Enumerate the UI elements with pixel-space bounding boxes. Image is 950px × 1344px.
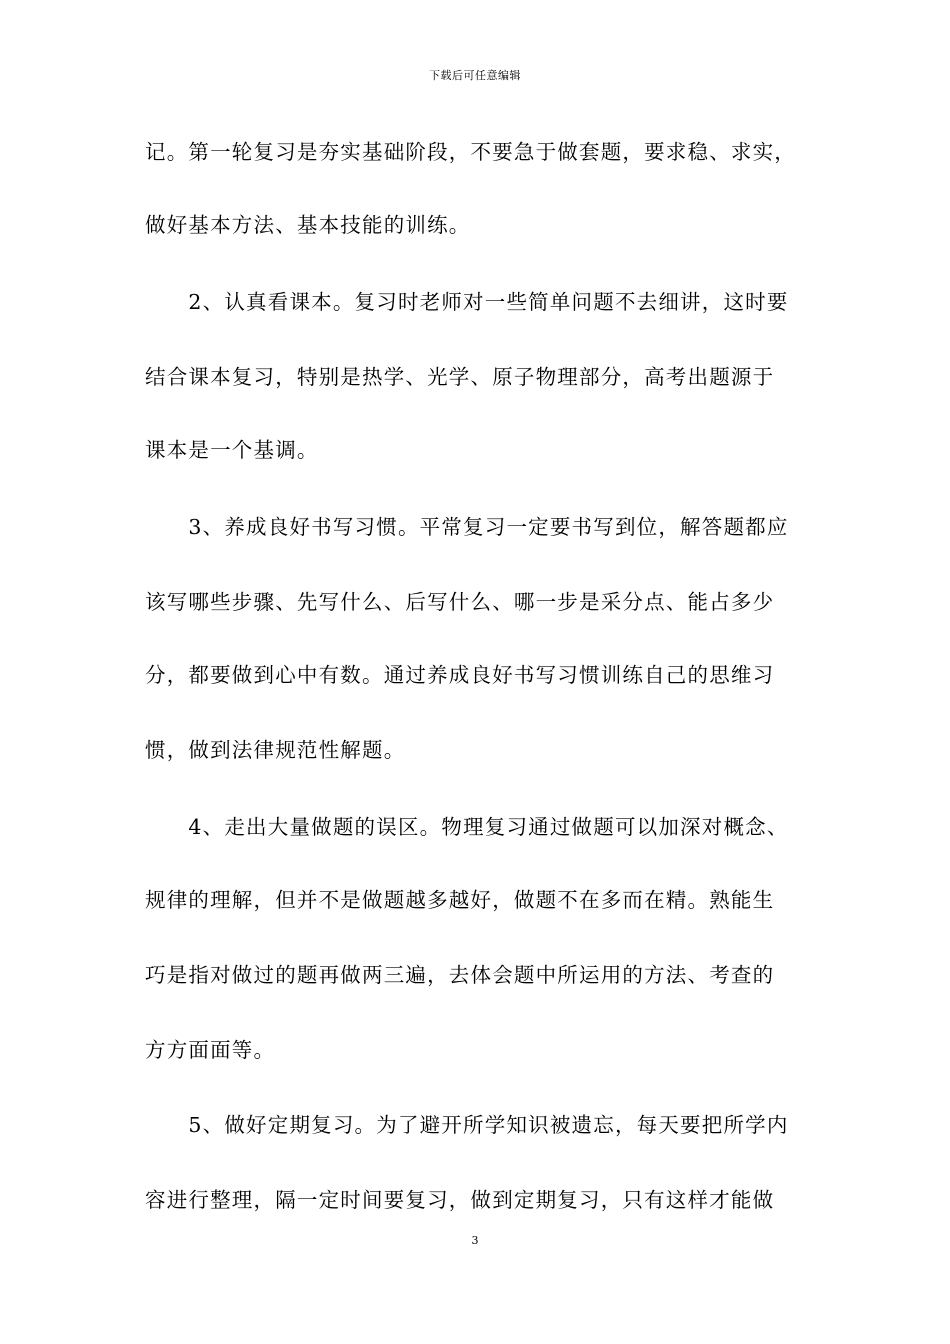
text-line: 该写哪些步骤、先写什么、后写什么、哪一步是采分点、能占多少 (145, 590, 775, 614)
text-line: 规律的理解，但并不是做题越多越好，做题不在多而在精。熟能生 (145, 888, 775, 912)
text-line: 2、认真看课本。复习时老师对一些简单问题不去细讲，这时要 (145, 290, 789, 314)
text-line: 3、养成良好书写习惯。平常复习一定要书写到位，解答题都应 (145, 515, 789, 539)
text-line: 4、走出大量做题的误区。物理复习通过做题可以加深对概念、 (145, 815, 789, 839)
page-header: 下载后可任意编辑 (429, 69, 521, 82)
text-line: 方方面面等。 (145, 1038, 276, 1062)
text-line: 惯，做到法律规范性解题。 (145, 738, 406, 762)
page-number: 3 (471, 1234, 479, 1247)
text-line: 做好基本方法、基本技能的训练。 (145, 213, 471, 237)
text-line: 分，都要做到心中有数。通过养成良好书写习惯训练自己的思维习 (145, 663, 775, 687)
text-line: 课本是一个基调。 (145, 438, 319, 462)
text-line: 5、做好定期复习。为了避开所学知识被遗忘，每天要把所学内 (145, 1113, 789, 1137)
text-line: 记。第一轮复习是夯实基础阶段，不要急于做套题，要求稳、求实， (145, 140, 796, 164)
text-line: 巧是指对做过的题再做两三遍，去体会题中所运用的方法、考查的 (145, 963, 775, 987)
text-line: 结合课本复习，特别是热学、光学、原子物理部分，高考出题源于 (145, 365, 775, 389)
text-line: 容进行整理，隔一定时间要复习，做到定期复习，只有这样才能做 (145, 1188, 775, 1212)
